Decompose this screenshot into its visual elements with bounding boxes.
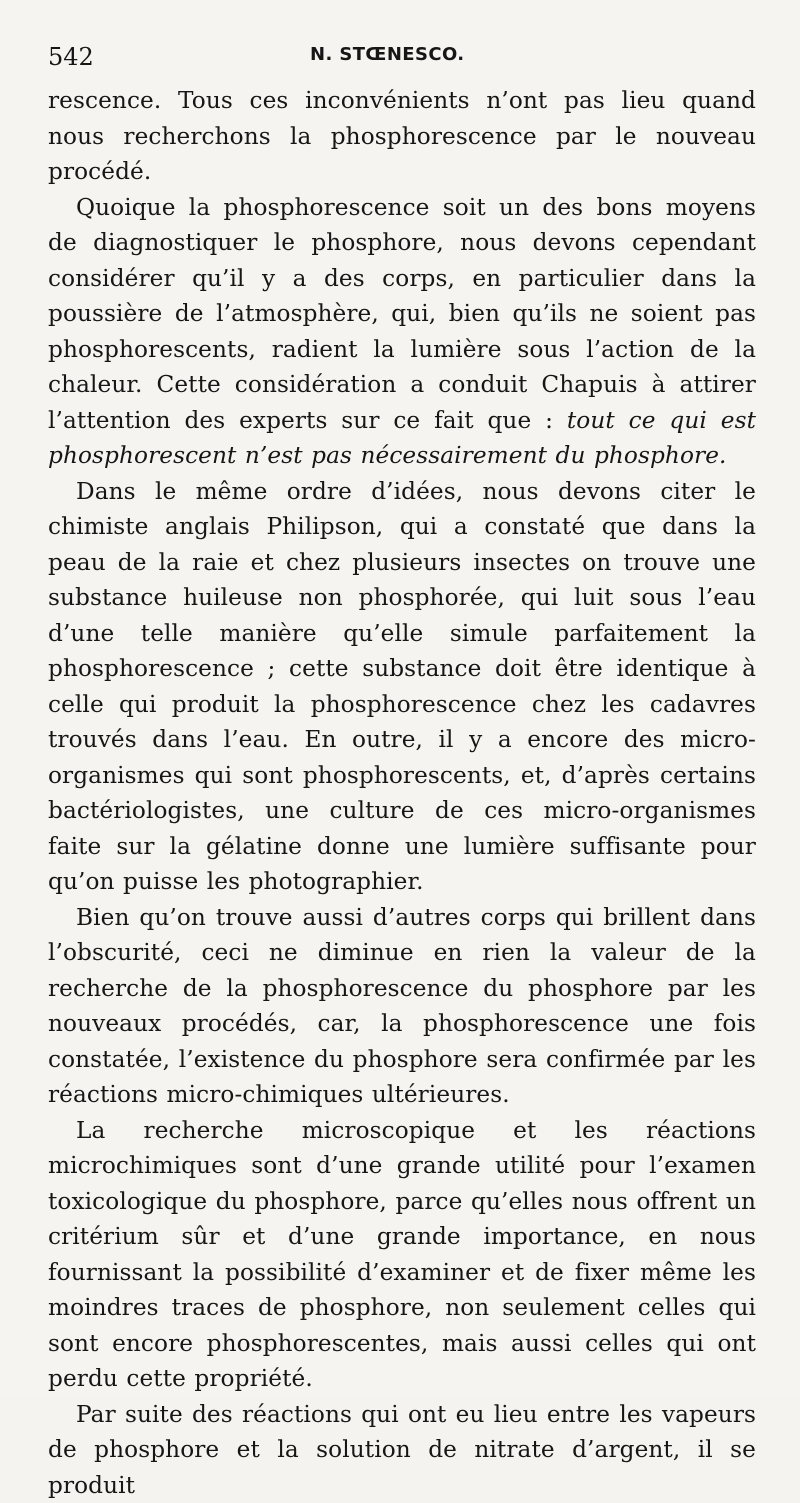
paragraph-text: rescence. Tous ces inconvénients n’ont pas lieu quand nous recherchons la phosphorescence par le nouveau procédé. (48, 87, 756, 185)
running-head: N. STŒNESCO. (310, 44, 465, 65)
body-text (48, 83, 756, 1503)
paragraph-phosphorescence-diagnosis (48, 190, 756, 474)
paragraph-microscopic-research (48, 1113, 756, 1397)
page-header (48, 42, 752, 76)
paragraph-other-bodies (48, 900, 756, 1113)
italic-emphasis: tout ce qui est phosphorescent n’est pas nécessairement du phosphore. (48, 407, 756, 470)
paragraph-text: La recherche microscopique et les réactions microchimiques sont d’une grande utilité pour l’examen toxicologique du phosphore, parce qu’elles nous offrent un critérium sûr et d’une grande importance, en nous fournissant la possibilité d’examiner et de fixer même les moindres traces de phosphore, non seulement celles qui sont encore phosphorescentes, mais aussi celles qui ont perdu cette propriété. (48, 1117, 756, 1393)
paragraph-text: Par suite des réactions qui ont eu lieu entre les vapeurs de phosphore et la solution de nitrate d’argent, il se produit (48, 1401, 756, 1499)
paragraph-reactions (48, 1397, 756, 1503)
paragraph-text: Bien qu’on trouve aussi d’autres corps qui brillent dans l’obscurité, ceci ne diminue en rien la valeur de la recherche de la phosphorescence du phosphore par les nouveaux procédés, car, la phosphorescence une fois constatée, l’existence du phosphore sera confirmée par les réactions micro-chimiques ultérieures. (48, 904, 756, 1109)
paragraph-continuation (48, 83, 756, 190)
paragraph-philipson (48, 474, 756, 900)
page-number: 542 (48, 42, 94, 72)
paragraph-text: Dans le même ordre d’idées, nous devons citer le chimiste anglais Philipson, qui a constaté que dans la peau de la raie et chez plusieurs insectes on trouve une substance huileuse non phosphorée, qui luit sous l’eau d’une telle manière qu’elle simule parfaitement la phosphorescence ; cette substance doit être identique à celle qui produit la phosphorescence chez les cadavres trouvés dans l’eau. En outre, il y a encore des micro-organismes qui sont phosphorescents, et, d’après certains bactériologistes, une culture de ces micro-organismes faite sur la gélatine donne une lumière suffisante pour qu’on puisse les photographier. (48, 478, 756, 896)
paragraph-text: Quoique la phosphorescence soit un des bons moyens de diagnostiquer le phosphore, nous devons cependant considérer qu’il y a des corps, en particulier dans la poussière de l’atmosphère, qui, bien qu’ils ne soient pas phosphorescents, radient la lumière sous l’action de la chaleur. Cette considération a conduit Chapuis à attirer l’attention des experts sur ce fait que : (48, 194, 756, 434)
